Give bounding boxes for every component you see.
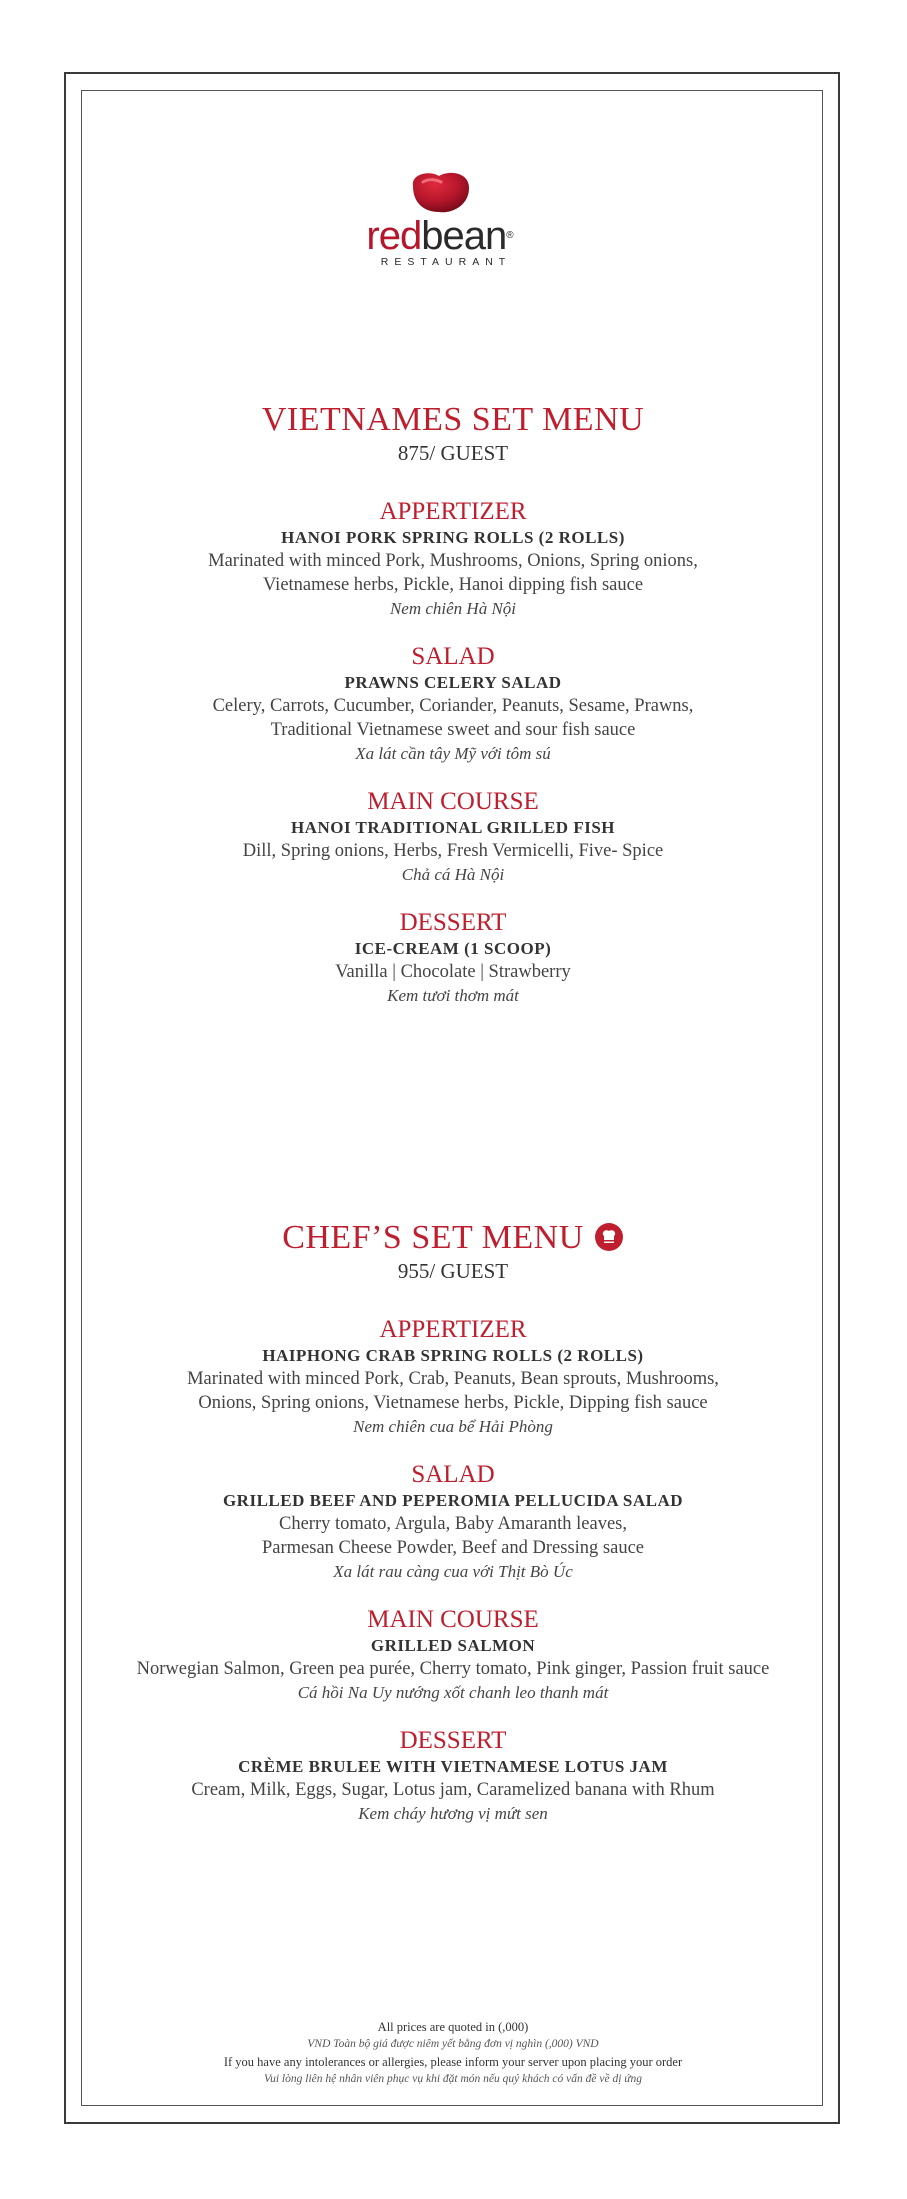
course-title: APPERTIZER	[379, 498, 527, 525]
course-title: APPERTIZER	[379, 1316, 527, 1343]
brand-tagline: RESTAURANT	[380, 256, 512, 268]
chefs-set-menu	[100, 1218, 806, 1826]
course-title: DESSERT	[399, 1727, 507, 1754]
brand-wordmark	[340, 216, 540, 256]
course-title: SALAD	[411, 643, 495, 670]
dish-description: Norwegian Salmon, Green pea purée, Cherry tomato, Pink ginger, Passion fruit sauce	[136, 1659, 770, 1679]
dish-name: PRAWNS CELERY SALAD	[344, 673, 562, 692]
menu-footer	[100, 2018, 806, 2088]
dish-name: HAIPHONG CRAB SPRING ROLLS (2 ROLLS)	[262, 1346, 644, 1365]
dish-description: Dill, Spring onions, Herbs, Fresh Vermicelli, Five- Spice	[242, 841, 664, 861]
restaurant-logo	[340, 168, 540, 288]
course-main	[100, 1606, 806, 1705]
dish-description: Parmesan Cheese Powder, Beef and Dressing sauce	[262, 1538, 644, 1558]
menu-price: 875/ GUEST	[397, 441, 509, 465]
course-main	[100, 788, 806, 887]
dish-name: ICE-CREAM (1 SCOOP)	[354, 939, 552, 958]
course-dessert	[100, 1727, 806, 1826]
dish-description: Cream, Milk, Eggs, Sugar, Lotus jam, Caramelized banana with Rhum	[191, 1780, 715, 1800]
dish-vietnamese-name: Xa lát cần tây Mỹ với tôm sú	[355, 744, 551, 763]
dish-name: HANOI PORK SPRING ROLLS (2 ROLLS)	[281, 528, 625, 547]
red-bean-icon	[405, 168, 475, 218]
brand-name-red: red	[366, 214, 422, 258]
course-salad	[100, 643, 806, 766]
allergy-note: If you have any intolerances or allergies, please inform your server upon placing your order	[223, 2055, 683, 2069]
prices-note: All prices are quoted in (,000)	[377, 2020, 529, 2034]
prices-note-vietnamese: VND Toàn bộ giá được niêm yết bằng đơn vị nghìn (,000) VND	[307, 2038, 599, 2050]
course-appetizer	[100, 498, 806, 621]
dish-name: GRILLED BEEF AND PEPEROMIA PELLUCIDA SALAD	[222, 1491, 684, 1510]
chef-hat-icon	[594, 1222, 624, 1252]
dish-vietnamese-name: Xa lát rau càng cua với Thịt Bò Úc	[333, 1562, 573, 1581]
dish-description: Onions, Spring onions, Vietnamese herbs, Pickle, Dipping fish sauce	[198, 1393, 708, 1413]
dish-description: Celery, Carrots, Cucumber, Coriander, Peanuts, Sesame, Prawns,	[212, 696, 694, 716]
dish-vietnamese-name: Cá hồi Na Uy nướng xốt chanh leo thanh mát	[297, 1683, 609, 1702]
dish-vietnamese-name: Kem tươi thơm mát	[387, 986, 519, 1005]
vietnamese-set-menu	[100, 400, 806, 1008]
dish-name: HANOI TRADITIONAL GRILLED FISH	[290, 818, 616, 837]
dish-description: Marinated with minced Pork, Mushrooms, Onions, Spring onions,	[208, 551, 698, 571]
menu-price: 955/ GUEST	[397, 1259, 509, 1283]
dish-vietnamese-name: Nem chiên Hà Nội	[389, 599, 517, 618]
dish-description: Vietnamese herbs, Pickle, Hanoi dipping fish sauce	[262, 575, 644, 595]
dish-name: CRÈME BRULEE WITH VIETNAMESE LOTUS JAM	[238, 1757, 668, 1776]
menu-title	[100, 1218, 806, 1258]
menu-title-text: CHEF’S SET MENU	[282, 1219, 584, 1256]
course-salad	[100, 1461, 806, 1584]
dish-vietnamese-name: Kem cháy hương vị mứt sen	[358, 1804, 548, 1823]
dish-description: Marinated with minced Pork, Crab, Peanuts, Bean sprouts, Mushrooms,	[187, 1369, 719, 1389]
menu-title: VIETNAMES SET MENU	[261, 401, 645, 438]
dish-name: GRILLED SALMON	[370, 1636, 536, 1655]
course-dessert	[100, 909, 806, 1008]
course-title: SALAD	[411, 1461, 495, 1488]
dish-description: Cherry tomato, Argula, Baby Amaranth leaves,	[279, 1514, 627, 1534]
registered-mark: ®	[506, 230, 514, 241]
dish-description: Vanilla | Chocolate | Strawberry	[335, 962, 571, 982]
course-title: DESSERT	[399, 909, 507, 936]
course-title: MAIN COURSE	[367, 1606, 539, 1633]
allergy-note-vietnamese: Vui lòng liên hệ nhân viên phục vụ khi đặt món nếu quý khách có vấn đề về dị ứng	[263, 2073, 643, 2085]
dish-vietnamese-name: Chả cá Hà Nội	[401, 865, 505, 884]
course-title: MAIN COURSE	[367, 788, 539, 815]
brand-name-dark: bean	[421, 214, 507, 258]
dish-description: Traditional Vietnamese sweet and sour fish sauce	[270, 720, 636, 740]
course-appetizer	[100, 1316, 806, 1439]
dish-vietnamese-name: Nem chiên cua bể Hải Phòng	[353, 1417, 553, 1436]
